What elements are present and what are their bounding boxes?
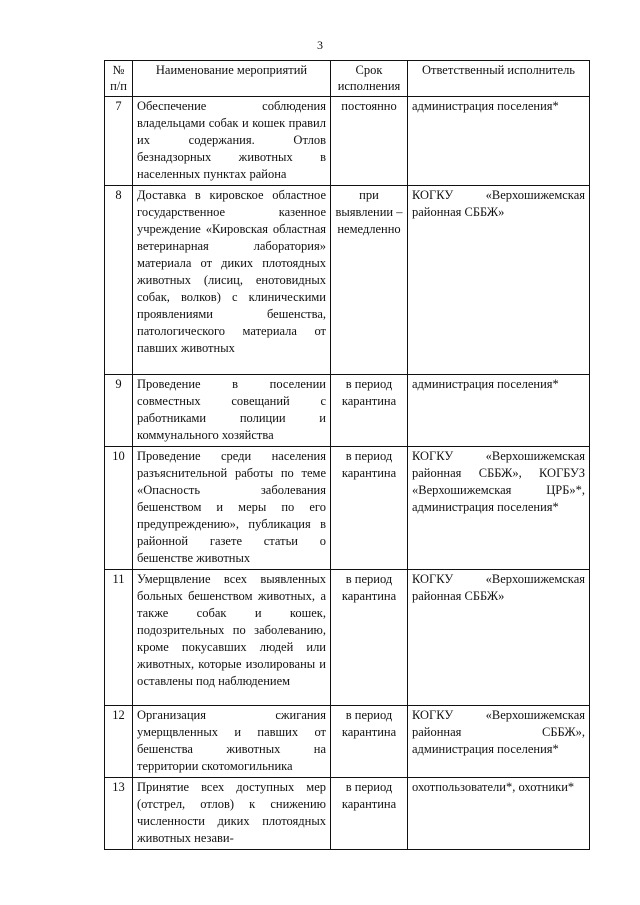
row-measure: Доставка в кировское областное государственное казенное учреждение «Кировская областная ветеринарная лаборатория» материала от диких плотоядных животных (лисиц, енотовидных собак, волков) с клиническими проявлениями бешенства, патологического материала от павших животных — [133, 186, 331, 375]
row-measure: Проведение среди населения разъяснительной работы по теме «Опасность заболевания бешенством и меры по его предупреждению», публикация в районной газете статьи о бешенстве животных — [133, 447, 331, 570]
row-measure: Организация сжигания умерщвленных и павших от бешенства животных на территории скотомогильника — [133, 706, 331, 778]
row-term: в период карантина — [331, 570, 408, 706]
row-responsible: администрация поселения* — [408, 97, 590, 186]
row-responsible: КОГКУ «Верхошижемская районная СББЖ», КОГБУЗ «Верхошижемская ЦРБ»*, администрация поселения* — [408, 447, 590, 570]
row-measure: Обеспечение соблюдения владельцами собак и кошек правил их содержания. Отлов безнадзорных животных в населенных пунктах района — [133, 97, 331, 186]
table-header-row — [105, 61, 590, 97]
row-num: 11 — [105, 570, 133, 706]
row-responsible: КОГКУ «Верхошижемская районная СББЖ» — [408, 186, 590, 375]
row-num: 12 — [105, 706, 133, 778]
row-term: в период карантина — [331, 778, 408, 850]
header-responsible: Ответственный исполнитель — [408, 61, 590, 97]
row-num: 13 — [105, 778, 133, 850]
row-num: 8 — [105, 186, 133, 375]
table-row — [105, 97, 590, 186]
row-measure: Проведение в поселении совместных совещаний с работниками полиции и коммунального хозяйства — [133, 375, 331, 447]
row-responsible: КОГКУ «Верхошижемская районная СББЖ», администрация поселения* — [408, 706, 590, 778]
table-row — [105, 375, 590, 447]
row-term: в период карантина — [331, 447, 408, 570]
row-num: 10 — [105, 447, 133, 570]
row-term: постоянно — [331, 97, 408, 186]
table-row — [105, 186, 590, 375]
row-term: при выявлении – немедленно — [331, 186, 408, 375]
row-responsible: охотпользователи*, охотники* — [408, 778, 590, 850]
header-name: Наименование мероприятий — [133, 61, 331, 97]
row-term: в период карантина — [331, 706, 408, 778]
row-num: 9 — [105, 375, 133, 447]
table-row — [105, 570, 590, 706]
header-num: № п/п — [105, 61, 133, 97]
row-measure: Умерщвление всех выявленных больных бешенством животных, а также собак и кошек, подозрительных по заболеванию, кроме покусавших людей или животных, которые изолированы и оставлены под наблюдением — [133, 570, 331, 706]
row-responsible: администрация поселения* — [408, 375, 590, 447]
measures-table — [104, 60, 590, 850]
row-responsible: КОГКУ «Верхошижемская районная СББЖ» — [408, 570, 590, 706]
table-row — [105, 447, 590, 570]
page-number: 3 — [317, 38, 323, 52]
row-term: в период карантина — [331, 375, 408, 447]
row-measure: Принятие всех доступных мер (отстрел, отлов) к снижению численности диких плотоядных животных незави- — [133, 778, 331, 850]
table-row — [105, 706, 590, 778]
row-num: 7 — [105, 97, 133, 186]
header-term: Срок исполнения — [331, 61, 408, 97]
table-row — [105, 778, 590, 850]
